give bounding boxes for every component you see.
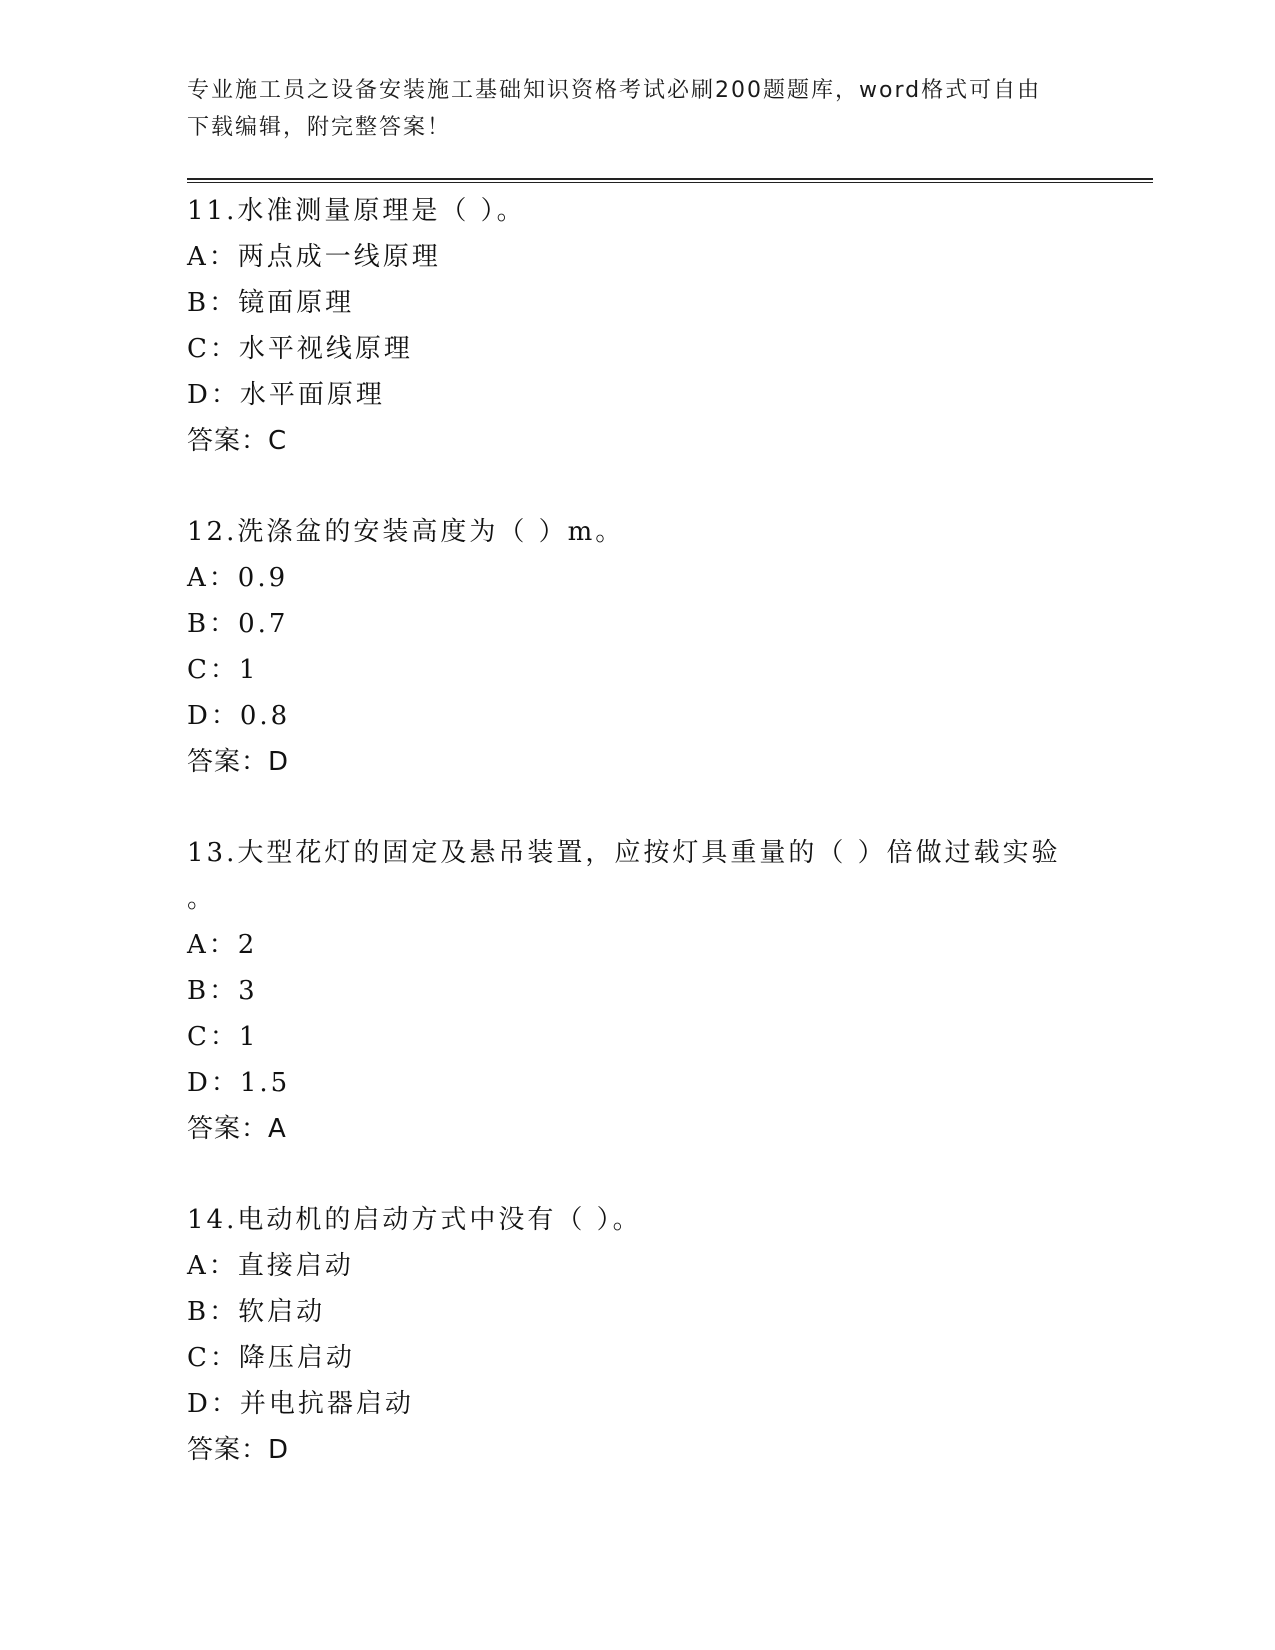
question-list — [187, 188, 1087, 1473]
option-c: C：1 — [187, 655, 259, 685]
header-line-2: 下载编辑，附完整答案！ — [187, 115, 452, 140]
question-stem: 12.洗涤盆的安装高度为（ ）m。 — [187, 517, 625, 547]
option-d: D：并电抗器启动 — [187, 1389, 414, 1419]
question-11 — [187, 188, 1087, 464]
question-stem: 13.大型花灯的固定及悬吊装置，应按灯具重量的（ ）倍做过载实验 — [187, 838, 1061, 868]
answer-line: 答案：D — [187, 1435, 290, 1465]
option-a: A：0.9 — [187, 563, 289, 593]
option-c: C：1 — [187, 1022, 259, 1052]
option-b: B：软启动 — [187, 1297, 326, 1327]
option-d: D：0.8 — [187, 701, 291, 731]
option-d: D：1.5 — [187, 1068, 291, 1098]
header-divider — [187, 178, 1153, 183]
option-a: A：2 — [187, 930, 258, 960]
option-a: A：直接启动 — [187, 1251, 354, 1281]
question-13 — [187, 830, 1087, 1152]
option-d: D：水平面原理 — [187, 380, 385, 410]
header-line-1: 专业施工员之设备安装施工基础知识资格考试必刷200题题库，word格式可自由 — [187, 78, 1042, 103]
answer-line: 答案：A — [187, 1114, 287, 1144]
question-stem: 14.电动机的启动方式中没有（ ）。 — [187, 1205, 642, 1235]
question-stem: 11.水准测量原理是（ ）。 — [187, 196, 526, 226]
question-12 — [187, 509, 1087, 785]
question-stem-continuation: 。 — [187, 884, 217, 914]
document-header — [187, 72, 1067, 146]
option-b: B：0.7 — [187, 609, 289, 639]
answer-line: 答案：D — [187, 747, 290, 777]
answer-line: 答案：C — [187, 426, 288, 456]
option-b: B：3 — [187, 976, 258, 1006]
option-a: A：两点成一线原理 — [187, 242, 441, 272]
option-c: C：水平视线原理 — [187, 334, 413, 364]
question-14 — [187, 1197, 1087, 1473]
option-c: C：降压启动 — [187, 1343, 355, 1373]
option-b: B：镜面原理 — [187, 288, 355, 318]
